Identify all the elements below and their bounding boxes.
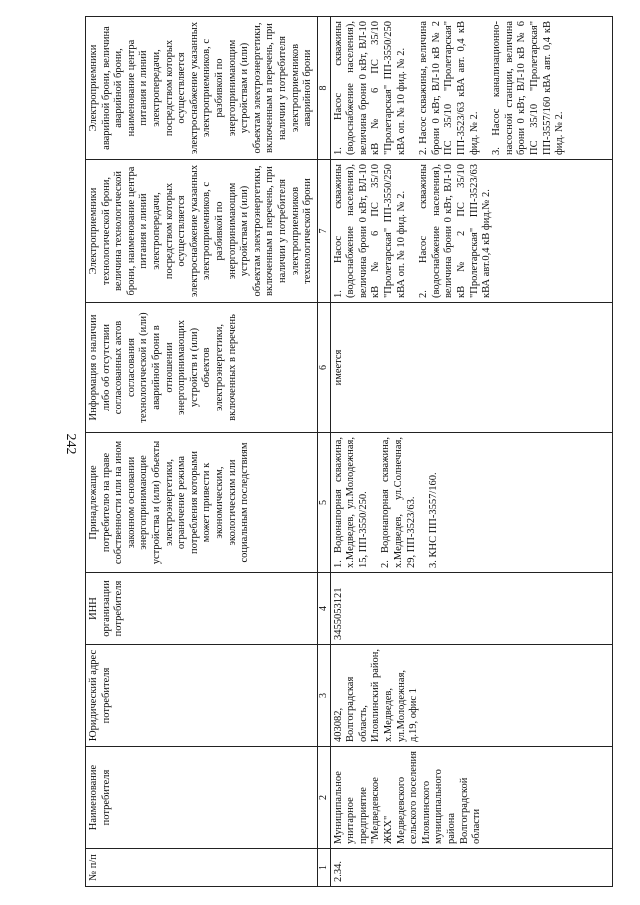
column-number-row [317, 17, 330, 887]
consumer-name: Муниципальное унитарное предприятие "Медведевское ЖКХ" Медведевского сельского поселения Иловлинского муниципального района Волгоградской области [330, 747, 612, 849]
table-row [330, 17, 612, 887]
tech-reserve-cell [330, 160, 612, 303]
header-cell: Электроприемники технологической брони, величина технологической брони, наименование центра питания и линий электропередачи, посредством которых осуществляется электроснабжение указанных электроприемников, с разбивкой по энергопринимающим устройствам и (или) объектам электроэнергетики, включенным в перечень, при наличии у потребителя электроприемников технологической брони [86, 160, 318, 303]
page-number: 242 [63, 433, 78, 455]
header-cell: Юридический адрес потребителя [86, 645, 318, 747]
emergency-reserve-item: 1. Насос скважины (водоснабжение населения), величина брони 0 кВт, ВЛ-10 кВ № 6 ПС 35/10 "Пролетарская" ПП-3550/250 кВА оп. № 10 фид. № 2. [332, 21, 407, 155]
column-number: 4 [317, 573, 330, 645]
row-number: 2.34. [330, 849, 612, 887]
header-cell: Наименование потребителя [86, 747, 318, 849]
consumer-table [85, 16, 613, 887]
column-number: 2 [317, 747, 330, 849]
header-cell: Принадлежащие потребителю на праве собственности или на ином законном основании энергопринимающие устройства и (или) объекты электроэнергетики, ограничение режима потребления которыми может привести к экономическим, экологическим или социальным последствиям [86, 433, 318, 573]
emergency-reserve-item: 3. Насос канализационно-насосной станции, величина брони 0 кВт, ВЛ-10 кВ № 6 ПС 35/10 "Пролетарская" ПП-3557/160 кВА авт. 0,4 кВ фид. № 2. [491, 21, 566, 155]
emergency-reserve-item: 2. Насос скважины, величина брони 0 кВт, ВЛ-10 кВ № 2 ПС 35/10 "Пролетарская" ПП-3523/63 кВА авт. 0,4 кВ фид. № 2. [418, 21, 480, 155]
devices-cell [330, 433, 612, 573]
tech-reserve-item: 2. Насос скважины (водоснабжение населения), величина брони 0 кВт, ВЛ-10 кВ № 2 ПС 35/10 "Пролетарская" ПП-3523/63 кВА авт.0,4 кВ фид.№ 2. [418, 164, 493, 298]
header-cell: Информация о наличии либо об отсутствии согласованных актов согласования технологической и (или) аварийной брони в отношении энергопринимающих устройств и (или) объектов электроэнергетики, включенных в перечень [86, 303, 318, 433]
device-item: 1. Водонапорная скважина, х.Медведев, ул.Молодежная, 15, ПП-3550/250. [332, 437, 369, 568]
header-cell: Электроприемники аварийной брони, величина аварийной брони, наименование центра питания и линий электропередачи, посредством которых осуществляется электроснабжение указанных электроприемников, с разбивкой по энергопринимающим устройствам и (или) объектам электроэнергетики, включенным в перечень, при наличии у потребителя электроприемников аварийной брони [86, 17, 318, 160]
column-number: 3 [317, 645, 330, 747]
column-number: 1 [317, 849, 330, 887]
header-row [86, 17, 318, 887]
table-rotated [85, 17, 613, 887]
emergency-reserve-cell [330, 17, 612, 160]
column-number: 5 [317, 433, 330, 573]
header-cell: № п/п [86, 849, 318, 887]
tech-reserve-item: 1. Насос скважины (водоснабжение населения), величина брони 0 кВт, ВЛ-10 кВ № 6 ПС 35/10 "Пролетарская" ПП-3550/250 кВА оп. № 10 фид. № 2. [332, 164, 407, 298]
column-number: 6 [317, 303, 330, 433]
column-number: 7 [317, 160, 330, 303]
column-number: 8 [317, 17, 330, 160]
device-item: 3. КНС ПП-3557/160. [428, 472, 440, 568]
consumer-inn: 3455053121 [330, 573, 612, 645]
device-item: 2. Водонапорная скважина, х.Медведев, ул.Солнечная, 29, ПП-3523/63. [380, 437, 417, 568]
consumer-address: 403082, Волгоградская область, Иловлинский район, х.Медведев, ул.Молодежная, д.19, офис 1 [330, 645, 612, 747]
header-cell: ИНН организации потребителя [86, 573, 318, 645]
acts-cell: имеется [330, 303, 612, 433]
